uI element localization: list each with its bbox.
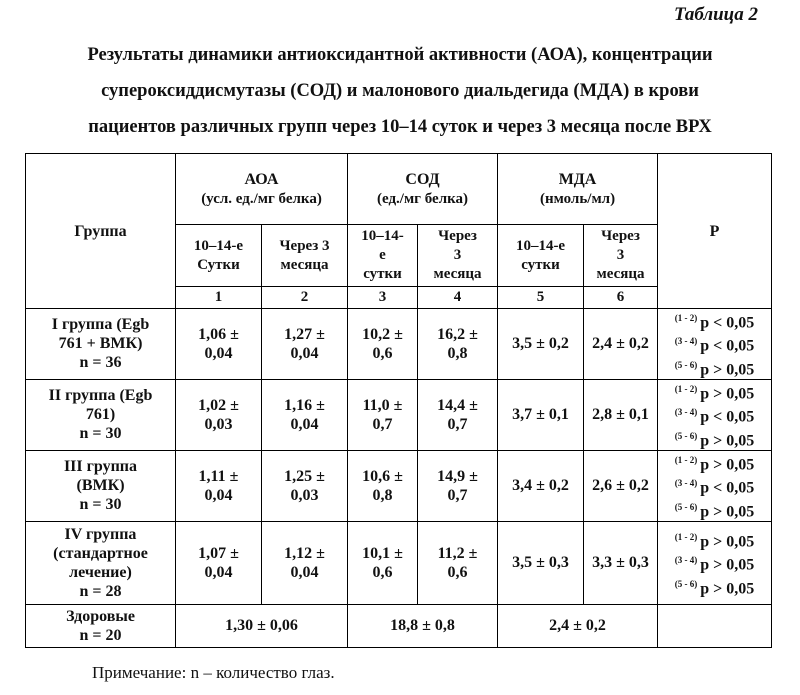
value-cell: 1,07 ± 0,04 xyxy=(176,521,262,604)
p-value: р < 0,05 xyxy=(700,479,755,497)
comparison-index: (3 - 4) xyxy=(674,478,698,489)
group-cell: I группа (Egb 761 + ВМК) n = 36 xyxy=(26,309,176,380)
results-table xyxy=(25,153,772,648)
p-value-line xyxy=(660,498,769,521)
group-header: Группа xyxy=(26,154,176,309)
group-cell: IV группа (стандартное лечение) n = 28 xyxy=(26,521,176,604)
p-value-line xyxy=(660,427,769,450)
sod-header-unit: (ед./мг белка) xyxy=(377,190,469,207)
subheader-aoa-late: Через 3 месяца xyxy=(262,225,348,287)
p-value: р < 0,05 xyxy=(700,408,755,426)
value-cell: 1,25 ± 0,03 xyxy=(262,450,348,521)
value-cell: 1,02 ± 0,03 xyxy=(176,379,262,450)
column-number: 3 xyxy=(348,287,418,309)
p-value-cell xyxy=(658,379,772,450)
table-row-healthy xyxy=(26,604,772,647)
group-cell: II группа (Egb 761) n = 30 xyxy=(26,379,176,450)
value-cell: 3,5 ± 0,3 xyxy=(498,521,584,604)
table-row xyxy=(26,309,772,380)
group-cell: Здоровые n = 20 xyxy=(26,604,176,647)
p-value-line xyxy=(660,528,769,551)
subheader-sod-early: 10–14- е сутки xyxy=(348,225,418,287)
comparison-index: (5 - 6) xyxy=(674,430,698,441)
table-row xyxy=(26,379,772,450)
value-cell: 1,06 ± 0,04 xyxy=(176,309,262,380)
p-header: Р xyxy=(658,154,772,309)
p-value-line xyxy=(660,403,769,426)
value-cell: 16,2 ± 0,8 xyxy=(418,309,498,380)
comparison-index: (3 - 4) xyxy=(674,555,698,566)
value-cell: 3,5 ± 0,2 xyxy=(498,309,584,380)
value-cell: 3,7 ± 0,1 xyxy=(498,379,584,450)
value-cell: 2,4 ± 0,2 xyxy=(584,309,658,380)
subheader-sod-late: Через 3 месяца xyxy=(418,225,498,287)
aoa-header xyxy=(176,154,348,225)
p-value: р < 0,05 xyxy=(700,337,755,355)
healthy-sod-value: 18,8 ± 0,8 xyxy=(348,604,498,647)
mda-header xyxy=(498,154,658,225)
column-number: 4 xyxy=(418,287,498,309)
p-value-line xyxy=(660,309,769,332)
table-row xyxy=(26,521,772,604)
table-row xyxy=(26,450,772,521)
caption-line: Результаты динамики антиоксидантной активности (АОА), концентрации xyxy=(87,45,713,65)
subheader-mda-late: Через 3 месяца xyxy=(584,225,658,287)
p-value-line xyxy=(660,356,769,379)
p-value: р > 0,05 xyxy=(700,579,755,597)
value-cell: 3,4 ± 0,2 xyxy=(498,450,584,521)
p-value: р > 0,05 xyxy=(700,360,755,378)
comparison-index: (1 - 2) xyxy=(674,531,698,542)
p-value: р > 0,05 xyxy=(700,556,755,574)
healthy-aoa-value: 1,30 ± 0,06 xyxy=(176,604,348,647)
caption-line: пациентов различных групп через 10–14 суток и через 3 месяца после ВРХ xyxy=(88,117,712,137)
p-value-line xyxy=(660,575,769,598)
table-caption xyxy=(20,37,780,145)
column-number: 5 xyxy=(498,287,584,309)
comparison-index: (1 - 2) xyxy=(674,383,698,394)
value-cell: 10,2 ± 0,6 xyxy=(348,309,418,380)
p-value: р > 0,05 xyxy=(700,431,755,449)
p-value: р > 0,05 xyxy=(700,502,755,520)
p-value-line xyxy=(660,380,769,403)
value-cell: 11,2 ± 0,6 xyxy=(418,521,498,604)
p-value-cell xyxy=(658,450,772,521)
comparison-index: (5 - 6) xyxy=(674,578,698,589)
value-cell: 1,27 ± 0,04 xyxy=(262,309,348,380)
value-cell: 3,3 ± 0,3 xyxy=(584,521,658,604)
healthy-mda-value: 2,4 ± 0,2 xyxy=(498,604,658,647)
value-cell: 2,8 ± 0,1 xyxy=(584,379,658,450)
p-value-line xyxy=(660,332,769,355)
p-value-line xyxy=(660,474,769,497)
column-number: 2 xyxy=(262,287,348,309)
p-value-cell xyxy=(658,521,772,604)
p-value-cell xyxy=(658,309,772,380)
table-note: Примечание: n – количество глаз. xyxy=(92,663,335,682)
comparison-index: (1 - 2) xyxy=(674,454,698,465)
comparison-index: (3 - 4) xyxy=(674,336,698,347)
aoa-header-name: АОА xyxy=(244,170,279,188)
p-value: р > 0,05 xyxy=(700,533,755,551)
aoa-header-unit: (усл. ед./мг белка) xyxy=(201,190,322,207)
sod-header-name: СОД xyxy=(405,170,440,188)
p-value-line xyxy=(660,451,769,474)
value-cell: 10,1 ± 0,6 xyxy=(348,521,418,604)
sod-header xyxy=(348,154,498,225)
comparison-index: (3 - 4) xyxy=(674,407,698,418)
table-number-label: Таблица 2 xyxy=(673,4,758,25)
p-value: р < 0,05 xyxy=(700,314,755,332)
caption-line: супероксиддисмутазы (СОД) и малонового диальдегида (МДА) в крови xyxy=(101,81,699,101)
p-value: р > 0,05 xyxy=(700,456,755,474)
value-cell: 11,0 ± 0,7 xyxy=(348,379,418,450)
value-cell: 10,6 ± 0,8 xyxy=(348,450,418,521)
comparison-index: (5 - 6) xyxy=(674,359,698,370)
value-cell: 2,6 ± 0,2 xyxy=(584,450,658,521)
column-number: 1 xyxy=(176,287,262,309)
value-cell: 1,11 ± 0,04 xyxy=(176,450,262,521)
value-cell: 1,12 ± 0,04 xyxy=(262,521,348,604)
value-cell: 14,4 ± 0,7 xyxy=(418,379,498,450)
p-value: р > 0,05 xyxy=(700,385,755,403)
value-cell: 1,16 ± 0,04 xyxy=(262,379,348,450)
comparison-index: (1 - 2) xyxy=(674,313,698,323)
mda-header-name: МДА xyxy=(558,170,597,188)
value-cell: 14,9 ± 0,7 xyxy=(418,450,498,521)
mda-header-unit: (нмоль/мл) xyxy=(539,190,616,207)
column-number: 6 xyxy=(584,287,658,309)
subheader-mda-early: 10–14-е сутки xyxy=(498,225,584,287)
healthy-p-cell xyxy=(658,604,772,647)
p-value-line xyxy=(660,551,769,574)
group-cell: III группа (ВМК) n = 30 xyxy=(26,450,176,521)
subheader-aoa-early: 10–14-е Сутки xyxy=(176,225,262,287)
comparison-index: (5 - 6) xyxy=(674,501,698,512)
